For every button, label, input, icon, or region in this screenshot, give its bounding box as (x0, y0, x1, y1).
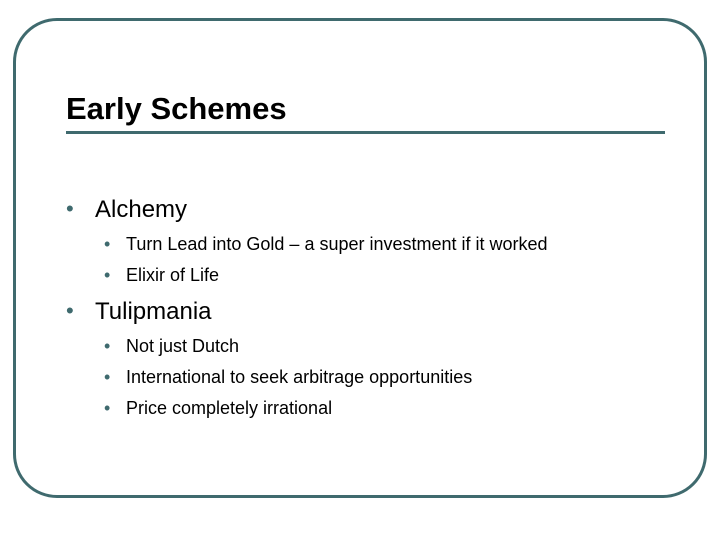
sub-bullet-dot-icon: • (104, 336, 111, 356)
sub-bullet-label: International to seek arbitrage opportunities (126, 367, 473, 387)
bullet-dot-icon: • (66, 196, 74, 221)
title-underline (66, 131, 665, 134)
bullet-label: Tulipmania (95, 298, 212, 325)
sub-bullet-label: Turn Lead into Gold – a super investment if it worked (126, 234, 548, 254)
bullet-label: Alchemy (95, 196, 188, 223)
sub-bullet-dot-icon: • (104, 265, 111, 285)
sub-bullet-label: Elixir of Life (126, 265, 220, 285)
sub-bullet-label: Price completely irrational (126, 398, 333, 418)
slide-title: Early Schemes (66, 91, 287, 126)
sub-bullet-dot-icon: • (104, 234, 111, 254)
sub-bullet-label: Not just Dutch (126, 336, 240, 356)
bullet-dot-icon: • (66, 298, 74, 323)
sub-bullet-dot-icon: • (104, 367, 111, 387)
sub-bullet-dot-icon: • (104, 398, 111, 418)
